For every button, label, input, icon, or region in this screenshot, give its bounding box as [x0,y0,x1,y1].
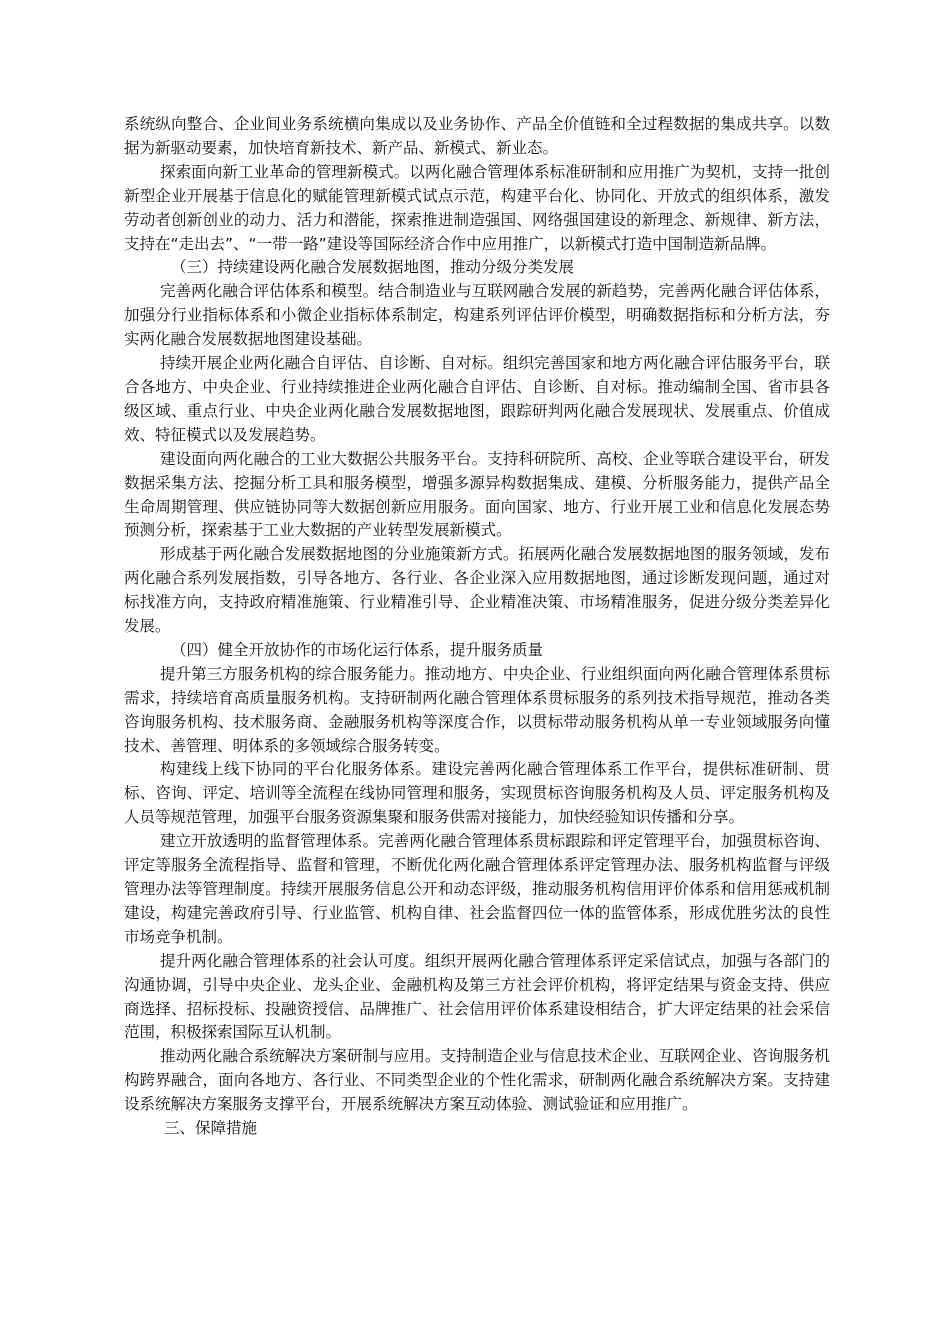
section-heading-safeguards: 三、保障措施 [164,1119,258,1138]
paragraph-evaluation-system: 完善两化融合评估体系和模型。结合制造业与互联网融合发展的新趋势，完善两化融合评估体系，加强分行业指标体系和小微企业指标体系制定，构建系列评估评价模型，明确数据指标和分析方法，夯实两化融合发展数据地图建设基础。 [124,282,830,349]
paragraph-continuation: 系统纵向整合、企业间业务系统横向集成以及业务协作、产品全价值链和全过程数据的集成共享。以数据为新驱动要素，加快培育新技术、新产品、新模式、新业态。 [124,115,830,157]
paragraph-data-map-policy: 形成基于两化融合发展数据地图的分业施策新方式。拓展两化融合发展数据地图的服务领域，发布两化融合系列发展指数，引导各地方、各行业、各企业深入应用数据地图，通过诊断发现问题，通过对标找准方向，支持政府精准施策、行业精准引导、企业精准决策、市场精准服务，促进分级分类差异化发展。 [124,545,830,636]
paragraph-supervision-system: 建立开放透明的监督管理体系。完善两化融合管理体系贯标跟踪和评定管理平台，加强贯标咨询、评定等服务全流程指导、监督和管理，不断优化两化融合管理体系评定管理办法、服务机构监督与评级管理办法等管理制度。持续开展服务信息公开和动态评级，推动服务机构信用评价体系和信用惩戒机制建设，构建完善政府引导、行业监管、机构自律、社会监督四位一体的监管体系，形成优胜劣汰的良性市场竞争机制。 [124,832,830,946]
paragraph-online-offline-platform: 构建线上线下协同的平台化服务体系。建设完善两化融合管理体系工作平台，提供标准研制、贯标、咨询、评定、培训等全流程在线协同管理和服务，实现贯标咨询服务机构及人员、评定服务机构及人员等规范管理，加强平台服务资源集聚和服务供需对接能力，加快经验知识传播和分享。 [124,760,830,827]
paragraph-system-solutions: 推动两化融合系统解决方案研制与应用。支持制造企业与信息技术企业、互联网企业、咨询服务机构跨界融合，面向各地方、各行业、不同类型企业的个性化需求，研制两化融合系统解决方案。支持建设系统解决方案服务支撑平台，开展系统解决方案互动体验、测试验证和应用推广。 [124,1047,830,1114]
paragraph-self-assessment: 持续开展企业两化融合自评估、自诊断、自对标。组织完善国家和地方两化融合评估服务平台，联合各地方、中央企业、行业持续推进企业两化融合自评估、自诊断、自对标。推动编制全国、省市县各级区域、重点行业、中央企业两化融合发展数据地图，跟踪研判两化融合发展现状、发展重点、价值成效、特征模式以及发展趋势。 [124,354,830,444]
paragraph-big-data-platform: 建设面向两化融合的工业大数据公共服务平台。支持科研院所、高校、企业等联合建设平台，研发数据采集方法、挖掘分析工具和服务模型，增强多源异构数据集成、建模、分析服务能力，提供产品全生命周期管理、供应链协同等大数据创新应用服务。面向国家、地方、行业开展工业和信息化发展态势预测分析，探索基于工业大数据的产业转型发展新模式。 [124,449,830,540]
paragraph-social-recognition: 提升两化融合管理体系的社会认可度。组织开展两化融合管理体系评定采信试点，加强与各部门的沟通协调，引导中央企业、龙头企业、金融机构及第三方社会评价机构，将评定结果与资金支持、供应商选择、招标投标、投融资授信、品牌推广、社会信用评价体系建设相结合，扩大评定结果的社会采信范围，积极探索国际互认机制。 [124,951,830,1042]
subheading-four: （四）健全开放协作的市场化运行体系，提升服务质量 [171,640,544,659]
subheading-three: （三）持续建设两化融合发展数据地图，推动分级分类发展 [171,258,575,277]
document-page [124,113,830,1141]
paragraph-third-party-service: 提升第三方服务机构的综合服务能力。推动地方、中央企业、行业组织面向两化融合管理体系贯标需求，持续培育高质量服务机构。支持研制两化融合管理体系贯标服务的系列技术指导规范，推动各类咨询服务机构、技术服务商、金融服务机构等深度合作，以贯标带动服务机构从单一专业领域服务向懂技术、善管理、明体系的多领域综合服务转变。 [124,664,830,755]
paragraph-management-model: 探索面向新工业革命的管理新模式。以两化融合管理体系标准研制和应用推广为契机，支持一批创新型企业开展基于信息化的赋能管理新模式试点示范，构建平台化、协同化、开放式的组织体系，激发劳动者创新创业的动力、活力和潜能，探索推进制造强国、网络强国建设的新理念、新规律、新方法，支持在“走出去”、“一带一路”建设等国际经济合作中应用推广，以新模式打造中国制造新品牌。 [124,162,830,253]
